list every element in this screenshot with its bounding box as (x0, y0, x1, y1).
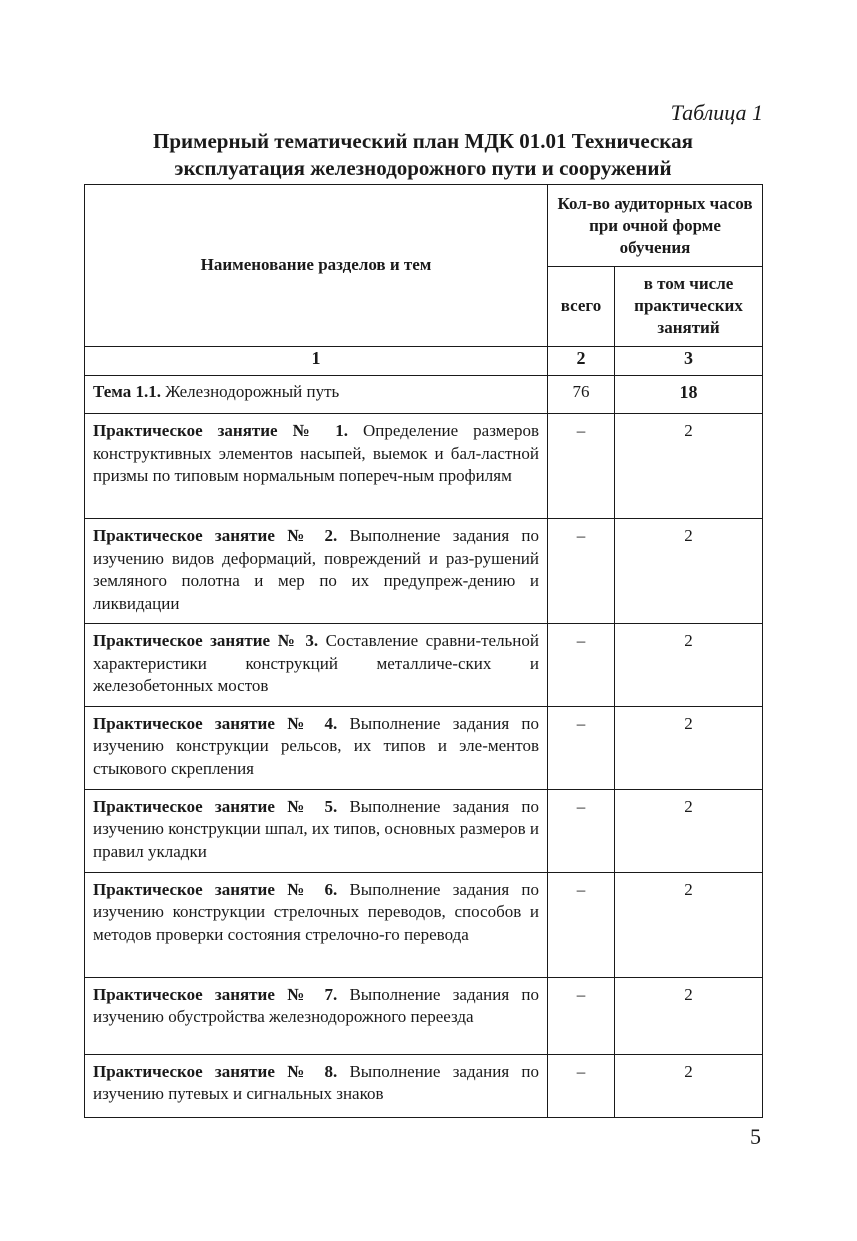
lesson-label: Практическое занятие № 8. (93, 1061, 338, 1081)
lesson-practice: 2 (615, 414, 763, 519)
lesson-total: – (548, 977, 615, 1054)
header-practice: в том числе практических занятий (615, 267, 763, 347)
lesson-label: Практическое занятие № 3. (93, 631, 319, 650)
lesson-cell (85, 414, 548, 519)
topic-row (85, 376, 763, 414)
lesson-text: Определение размеров конструктивных элементов насыпей, выемок и бал-ластной призмы по типовым нормальным попереч-ным профилям (93, 421, 540, 485)
lesson-text: Выполнение задания по изучению видов деформаций, повреждений и раз-рушений земляного полотна и мер по их предупреж-дению и ликвидации (93, 526, 540, 613)
thematic-plan-table (84, 184, 763, 1118)
header-hours-group: Кол-во аудиторных часов при очной форме обучения (548, 185, 763, 267)
lesson-cell (85, 519, 548, 624)
lesson-row (85, 789, 763, 872)
lesson-text: Составление сравни-тельной характеристики конструкций металличе-ских и железобетонных мостов (93, 631, 540, 695)
document-title (84, 128, 762, 182)
column-number-3: 3 (615, 347, 763, 376)
lesson-cell (85, 789, 548, 872)
lesson-label: Практическое занятие № 7. (93, 984, 338, 1004)
column-number-2: 2 (548, 347, 615, 376)
lesson-practice: 2 (615, 977, 763, 1054)
table-caption: Таблица 1 (670, 100, 763, 125)
lesson-label: Практическое занятие № 4. (93, 713, 338, 733)
header-section-name: Наименование разделов и тем (85, 185, 548, 347)
lesson-total: – (548, 414, 615, 519)
lesson-row (85, 1054, 763, 1117)
lesson-cell (85, 706, 548, 789)
title-line-2: эксплуатация железнодорожного пути и сооружений (174, 156, 672, 180)
lesson-practice: 2 (615, 1054, 763, 1117)
lesson-text: Выполнение задания по изучению конструкции стрелочных переводов, способов и методов проверки состояния стрелочно-го перевода (93, 879, 540, 944)
lesson-practice: 2 (615, 519, 763, 624)
topic-name-cell (85, 376, 548, 414)
lesson-total: – (548, 789, 615, 872)
lesson-label: Практическое занятие № 1. (93, 421, 349, 440)
lesson-text: Выполнение задания по изучению путевых и сигнальных знаков (93, 1061, 540, 1103)
lesson-row (85, 706, 763, 789)
header-row-1 (85, 185, 763, 267)
lesson-row (85, 624, 763, 707)
lesson-text: Выполнение задания по изучению конструкции рельсов, их типов и эле-ментов стыкового скрепления (93, 713, 540, 778)
lesson-cell (85, 1054, 548, 1117)
lesson-practice: 2 (615, 624, 763, 707)
lesson-row (85, 519, 763, 624)
header-total: всего (548, 267, 615, 347)
lesson-total: – (548, 872, 615, 977)
lesson-cell (85, 624, 548, 707)
topic-practice: 18 (615, 376, 763, 414)
lesson-cell (85, 872, 548, 977)
lesson-text: Выполнение задания по изучению конструкции шпал, их типов, основных размеров и правил укладки (93, 796, 540, 861)
lesson-row (85, 414, 763, 519)
lesson-cell (85, 977, 548, 1054)
lesson-total: – (548, 706, 615, 789)
lesson-total: – (548, 1054, 615, 1117)
lesson-row (85, 977, 763, 1054)
column-number-1: 1 (85, 347, 548, 376)
topic-text: Железнодорожный путь (165, 382, 340, 401)
column-number-row (85, 347, 763, 376)
lesson-practice: 2 (615, 789, 763, 872)
topic-total: 76 (548, 376, 615, 414)
lesson-text: Выполнение задания по изучению обустройства железнодорожного переезда (93, 984, 540, 1026)
lesson-label: Практическое занятие № 6. (93, 879, 338, 899)
lesson-practice: 2 (615, 706, 763, 789)
lesson-label: Практическое занятие № 2. (93, 526, 338, 545)
lesson-total: – (548, 519, 615, 624)
title-line-1: Примерный тематический план МДК 01.01 Техническая (153, 129, 693, 153)
lesson-total: – (548, 624, 615, 707)
lesson-row (85, 872, 763, 977)
page-number: 5 (750, 1124, 761, 1149)
topic-label: Тема 1.1. (93, 382, 161, 401)
lesson-practice: 2 (615, 872, 763, 977)
lesson-label: Практическое занятие № 5. (93, 796, 338, 816)
